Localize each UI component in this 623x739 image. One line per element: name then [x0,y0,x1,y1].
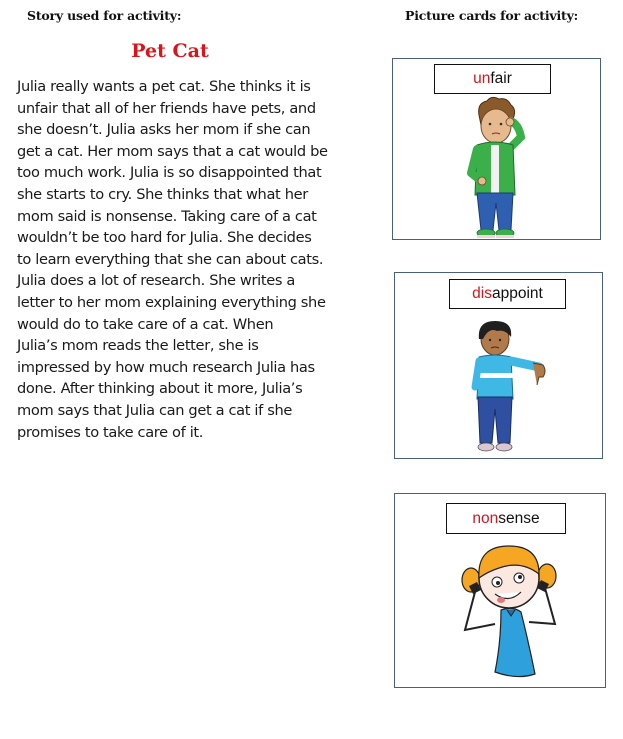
story-line: Julia’s mom reads the letter, she is [17,337,259,355]
story-line: get a cat. Her mom says that a cat would be [17,142,328,160]
word-label-unfair [434,64,551,94]
word-prefix: non [472,510,499,527]
word-prefix: un [473,70,491,87]
story-line: to learn everything that she can about cats. [17,250,324,268]
word-base: fair [490,70,512,87]
picture-card-unfair [392,58,601,240]
boy-thinking-illustration [455,95,535,240]
story-line: wouldn’t be too hard for Julia. She decides [17,229,312,247]
girl-silly-face-illustration [455,534,567,682]
story-line: would do to take care of a cat. When [17,315,274,333]
picture-card-nonsense [394,493,606,688]
story-line: done. After thinking about it more, Julia’s [17,380,303,398]
story-heading: Story used for activity: [27,8,182,23]
picture-card-disappoint [394,272,603,459]
word-label-disappoint [449,279,566,309]
story-line: mom said is nonsense. Taking care of a cat [17,207,317,225]
picture-cards-heading: Picture cards for activity: [405,8,579,23]
story-line: she starts to cry. She thinks that what her [17,185,308,203]
word-label-nonsense [446,503,566,534]
story-line: unfair that all of her friends have pets, and [17,99,316,117]
word-base: appoint [491,285,543,302]
word-prefix: dis [472,285,492,302]
story-line: mom says that Julia can get a cat if she [17,401,292,419]
story-line: too much work. Julia is so disappointed that [17,164,322,182]
story-line: she doesn’t. Julia asks her mom if she can [17,121,311,139]
story-line: promises to take care of it. [17,423,204,441]
boy-thumbs-down-illustration [459,317,559,457]
story-line: Julia really wants a pet cat. She thinks it is [17,78,311,95]
story-line: Julia does a lot of research. She writes a [17,272,296,290]
story-line: letter to her mom explaining everything she [17,293,326,311]
story-line: impressed by how much research Julia has [17,358,315,376]
story-text [17,76,337,443]
story-title: Pet Cat [131,40,209,62]
word-base: sense [498,510,540,527]
